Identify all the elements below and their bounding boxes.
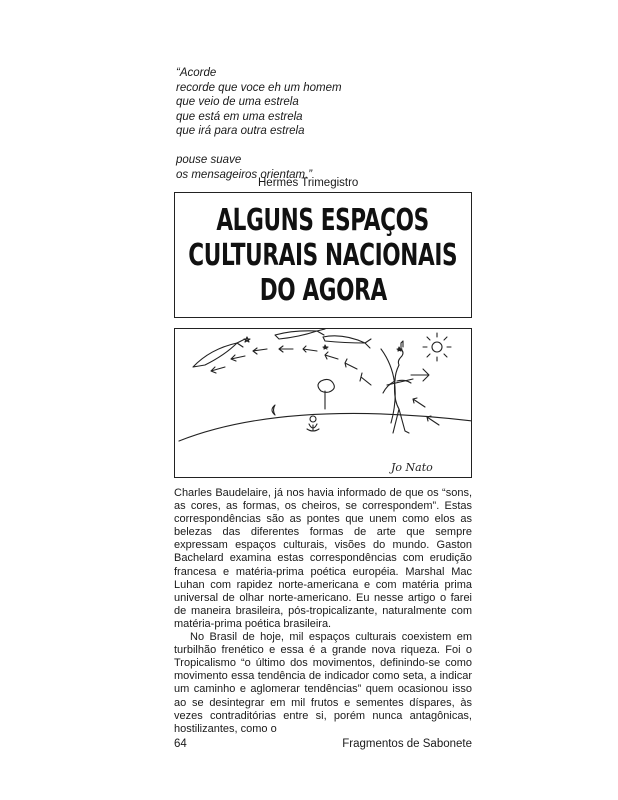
epigraph-attribution: Hermes Trimegistro [258,177,359,189]
star [244,337,250,342]
comet-center [275,331,317,339]
article-title-line: ALGUNS ESPAÇOS [216,202,430,238]
comet-left [193,343,237,367]
archer-figure [381,341,429,433]
artist-signature: Jo Nato [391,461,433,474]
epigraph-line: que irá para outra estrela [176,125,305,138]
tree [318,379,334,409]
small-figure [307,416,319,431]
sun [432,342,442,352]
drawing-svg [175,329,472,478]
article-body [174,487,472,736]
publication-title: Fragmentos de Sabonete [342,738,472,750]
epigraph-line: os mensageiros orientam.” [176,168,313,181]
epigraph-line: que está em uma estrela [176,110,303,123]
body-paragraph: No Brasil de hoje, mil espaços culturais coexistem em turbilhão frenético e essa é a grande nova riqueza. Foi o Tropicalismo “o último dos movimentos, definindo-se como movimento essa tendência de indicador como seta, a indicar um caminho e aglomerar tendências” quem ocasionou isso ao se desintegrar em mil frutos e sementes díspares, às vezes contraditórias entre si, porém nunca antagônicas, hostilizantes, como o [174,631,472,735]
epigraph-line: que veio de uma estrela [176,96,299,109]
article-title-box [174,192,472,318]
article-title-line: DO AGORA [259,272,387,308]
body-paragraph: Charles Baudelaire, já nos havia informado de que os “sons, as cores, as formas, os cheiros, se correspondem”. Estas correspondências são as pontes que unem como elos as belezas das diferentes formas de arte que sempre expressam espaços culturais, visões do mundo. Gaston Bachelard examina estas correspondências com erudição francesa e matéria-prima poética européia. Marshal Mac Luhan com rapidez norte-americana e com matéria prima universal de olhar norte-americano. Eu nesse artigo o farei de maneira brasileira, pós-tropicalizante, naturalmente com matéria-prima poética brasileira. [174,487,472,630]
epigraph-line: “Acorde [176,67,217,79]
article-title-line: CULTURAIS NACIONAIS [188,237,458,273]
epigraph [176,66,476,182]
star [323,345,328,349]
epigraph-line: pouse suave [176,153,242,166]
comet-right [323,336,365,343]
moon [272,405,275,415]
stanza-break [176,139,476,153]
arrows-group [211,346,439,425]
illustration-drawing [174,328,472,478]
epigraph-line: recorde que voce eh um homem [176,81,342,94]
page-number: 64 [174,738,187,750]
